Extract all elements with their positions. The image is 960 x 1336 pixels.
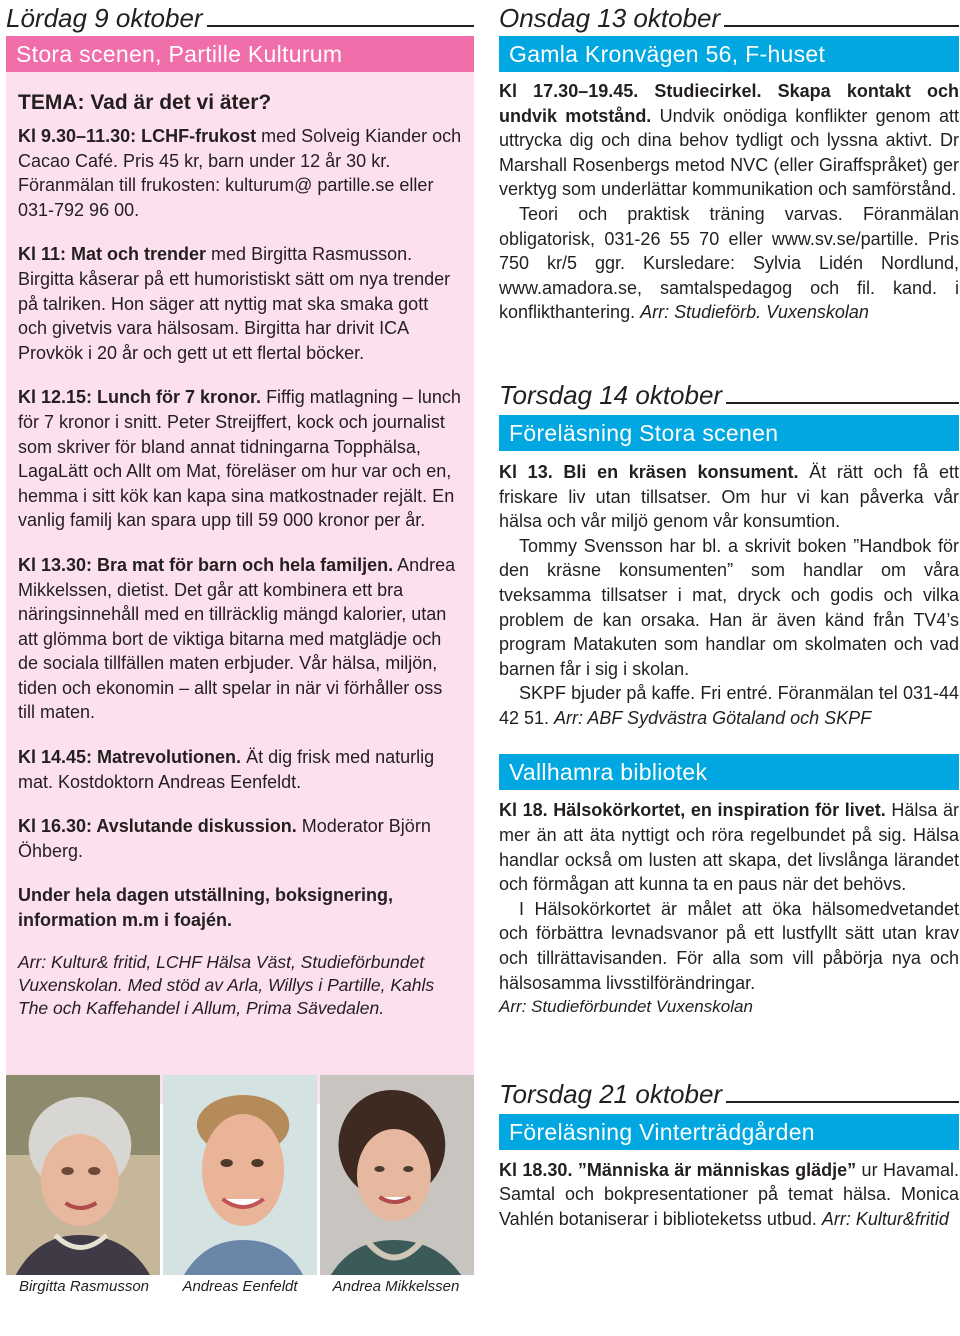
speaker-photos — [6, 1075, 474, 1298]
event-item: Kl 16.30: Avslutande diskussion. Moderator Björn Öhberg. — [18, 816, 431, 861]
portrait-photo — [6, 1075, 160, 1298]
photo-caption: Andreas Eenfeldt — [182, 1278, 298, 1295]
photo-captions — [6, 1275, 474, 1299]
venue-bar: Vallhamra bibliotek — [499, 754, 959, 790]
day-heading: Torsdag 14 oktober — [499, 377, 959, 409]
theme-heading: TEMA: Vad är det vi äter? — [18, 91, 272, 114]
event-text: Kl 17.30–19.45. Studiecirkel. Skapa kontakt och undvik motstånd. Undvik onödiga konflikter genom att uttrycka dig och dina behov tydligt och lyssna aktivt. Dr Marshall Rosenbergs metod NVC (eller Giraffspråket) ger verktyg som underlättar kommunikation och samförstånd. Teori och praktisk träning varvas. Föranmälan obligatorisk, 031-26 55 70 eller www.sv.se/partille. Pris 750 kr/5 ggr. Kursledare: Sylvia Lidén Nordlund, www.amadora.se, samtalspedagog och fil. kand. i konflikthantering. Arr: Studieförb. Vuxenskolan — [499, 81, 959, 323]
portrait-photo — [163, 1075, 317, 1298]
event-item: Kl 9.30–11.30: LCHF-frukost med Solveig Kiander och Cacao Café. Pris 45 kr, barn under 12 år 30 kr. Föranmälan till frukosten: kulturum@ partille.se eller 031-792 96 00. — [18, 126, 462, 220]
venue-bar: Föreläsning Vinterträdgården — [499, 1114, 959, 1150]
venue-bar: Stora scenen, Partille Kulturum — [6, 36, 474, 72]
event-item: Kl 11: Mat och trender med Birgitta Rasmusson. Birgitta kåserar på ett humoristiskt sätt om nya trender på talriken. Hon säger att nyttig mat ska smaka gott och givetvis vara hälsosam. Birgitta har drivit ICA Provkök i 20 år och gett ut ett flertal böcker. — [18, 244, 451, 363]
left-column — [6, 0, 474, 1104]
day-heading: Onsdag 13 oktober — [499, 0, 959, 32]
event-item: Kl 13.30: Bra mat för barn och hela familjen. Andrea Mikkelssen, dietist. Det går att kombinera ett bra näringsinnehåll med en tillräcklig mängd kalorier, utan att glömma bort de viktiga bitarna med matglädje och de sociala tillfällen maten erbjuder. Vår hälsa, miljön, tiden och ekonomin – allt spelar in när vi förhåller oss till maten. — [18, 554, 456, 723]
day-heading: Torsdag 21 oktober — [499, 1076, 959, 1108]
arranger-note: Arr: Kultur& fritid, LCHF Hälsa Väst, Studieförbundet Vuxenskolan. Med stöd av Arla, Willys i Partille, Kahls The och Kaffehandel i Allum, Prima Sävedalen. — [18, 951, 435, 1018]
venue-bar: Föreläsning Stora scenen — [499, 415, 959, 451]
photo-caption: Birgitta Rasmusson — [18, 1278, 150, 1295]
event-text: Kl 13. Bli en kräsen konsument. Ät rätt och få ett friskare liv utan tillsatser. Om hur vi kan påverka vår hälsa och vår miljö genom vår konsumtion. Tommy Svensson har bl. a skrivit boken ”Handbok för den kräsne konsumenten” som handlar om våra tveksamma tillsatser i mat, dryck och godis och vilka problem de kan orsaka. Han är även känd från TV4’s program Matakuten som handlar om skolmaten och vad barnen får i sig i skolan. SKPF bjuder på kaffe. Fri entré. Föranmälan tel 031-44 42 51. Arr: ABF Sydvästra Götaland och SKPF — [499, 461, 959, 728]
venue-bar: Gamla Kronvägen 56, F-huset — [499, 36, 959, 72]
event-item: Kl 12.15: Lunch för 7 kronor. Fiffig matlagning – lunch för 7 kronor i snitt. Peter Streijffert, kock och journalist som skriver för bland annat tidningarna Topphälsa, LagaLätt och Allt om Mat, föreläser om hur var och en, hemma i sitt kök kan kapa sina matkostnader rejält. En vanlig familj kan spara upp till 59 000 kronor per år. — [18, 387, 461, 531]
photo-caption: Andrea Mikkelssen — [332, 1278, 460, 1295]
exhibition-note: Under hela dagen utställning, boksignering, information m.m i foajén. — [18, 885, 394, 931]
event-item: Kl 14.45: Matrevolutionen. Ät dig frisk med naturlig mat. Kostdoktorn Andreas Eenfeldt. — [18, 747, 435, 792]
event-text: Kl 18.30. ”Människa är människas glädje” ur Havamal. Samtal och bokpresentationer på temat hälsa. Monica Vahlén botaniserar i biblioteketss utbud. Arr: Kultur&fritid — [499, 1159, 959, 1229]
portrait-photo — [320, 1075, 474, 1298]
event-box — [6, 72, 474, 1104]
event-text: Kl 18. Hälsokörkortet, en inspiration för livet. Hälsa är mer än att äta nyttigt och röra regelbundet på sig. Hälsa handlar också om lusten att skapa, det livslånga lärandet och förmågan att kunna ta en paus när det behövs. I Hälsokörkortet är målet att öka hälsomedvetandet och förbättra levnadsvanor på ett lustfyllt sätt utan krav och tillrättavisanden. För alla som vill påbörja nya och hälsosamma livsstilförändringar. Arr: Studieförbundet Vuxenskolan — [499, 800, 959, 1017]
right-column — [499, 0, 959, 1232]
day-heading: Lördag 9 oktober — [6, 0, 474, 32]
